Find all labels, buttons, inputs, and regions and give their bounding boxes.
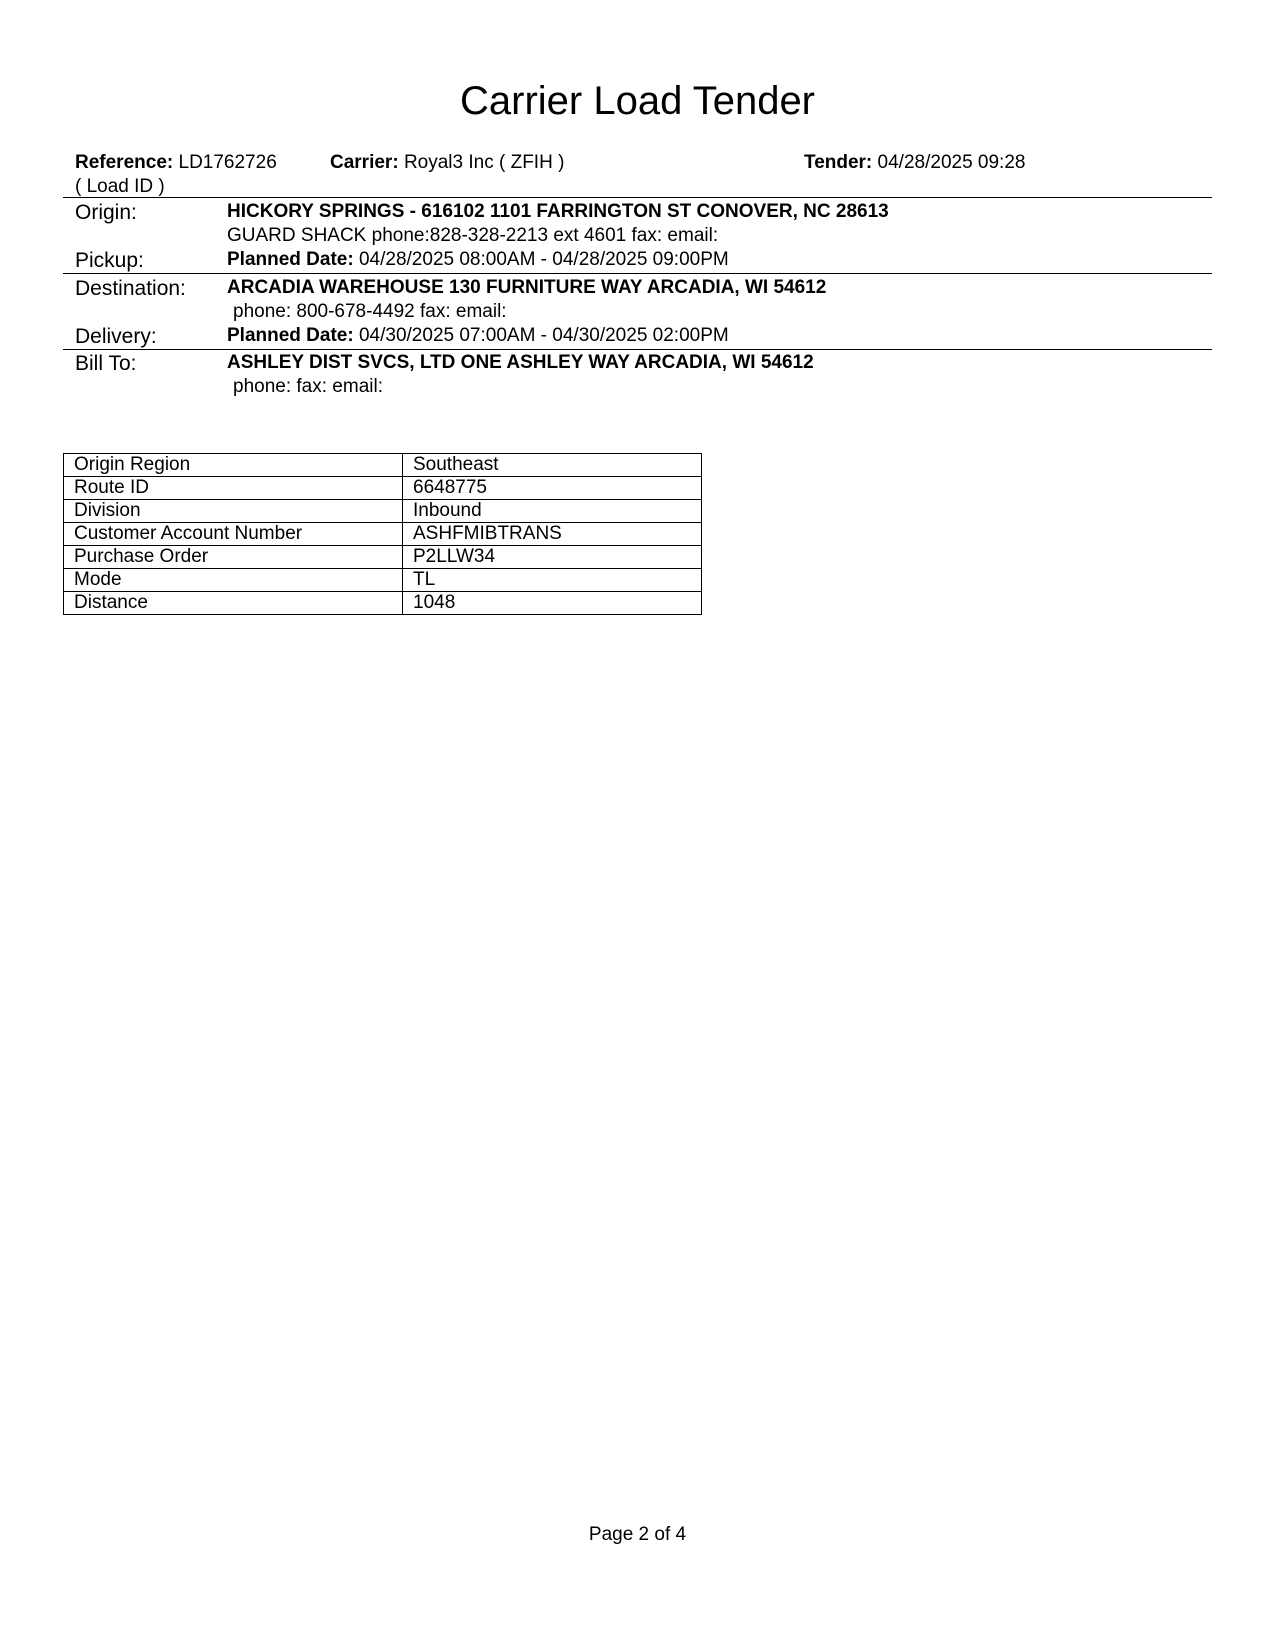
reference-label: Reference: bbox=[75, 152, 174, 173]
table-key-cell: Customer Account Number bbox=[64, 523, 403, 546]
document-title: Carrier Load Tender bbox=[459, 79, 816, 123]
carrier-value: Royal3 Inc ( ZFIH ) bbox=[403, 152, 565, 173]
pickup-planned-value: 04/28/2025 08:00AM - 04/28/2025 09:00PM bbox=[358, 249, 729, 270]
reference-value: LD1762726 bbox=[178, 152, 277, 173]
reference-field bbox=[75, 152, 277, 174]
bill-to-contact: phone: fax: email: bbox=[233, 376, 383, 397]
table-row bbox=[64, 500, 702, 523]
delivery-label: Delivery: bbox=[75, 325, 157, 348]
tender-label: Tender: bbox=[804, 152, 873, 173]
pickup-planned-date bbox=[227, 249, 729, 271]
carrier-field bbox=[330, 152, 564, 174]
table-row bbox=[64, 523, 702, 546]
destination-label: Destination: bbox=[75, 277, 186, 300]
table-row bbox=[64, 454, 702, 477]
tender-field bbox=[804, 152, 1025, 174]
carrier-label: Carrier: bbox=[330, 152, 399, 173]
destination-name-address: ARCADIA WAREHOUSE 130 FURNITURE WAY ARCADIA, WI 54612 bbox=[227, 277, 827, 298]
pickup-planned-label: Planned Date: bbox=[227, 249, 354, 270]
table-row bbox=[64, 569, 702, 592]
table-value-cell: Southeast bbox=[403, 454, 702, 477]
table-key-cell: Origin Region bbox=[64, 454, 403, 477]
origin-name-address: HICKORY SPRINGS - 616102 1101 FARRINGTON ST CONOVER, NC 28613 bbox=[227, 201, 889, 222]
table-key-cell: Purchase Order bbox=[64, 546, 403, 569]
divider bbox=[63, 349, 1212, 350]
divider bbox=[63, 197, 1212, 198]
load-id-note: ( Load ID ) bbox=[75, 176, 165, 197]
table-key-cell: Route ID bbox=[64, 477, 403, 500]
origin-label: Origin: bbox=[75, 201, 137, 224]
table-key-cell: Mode bbox=[64, 569, 403, 592]
table-value-cell: TL bbox=[403, 569, 702, 592]
delivery-planned-value: 04/30/2025 07:00AM - 04/30/2025 02:00PM bbox=[358, 325, 729, 346]
table-key-cell: Distance bbox=[64, 592, 403, 615]
page-number: Page 2 of 4 bbox=[588, 1524, 687, 1545]
tender-value: 04/28/2025 09:28 bbox=[877, 152, 1026, 173]
origin-contact: GUARD SHACK phone:828-328-2213 ext 4601 fax: email: bbox=[227, 225, 719, 246]
table-key-cell: Division bbox=[64, 500, 403, 523]
table-row bbox=[64, 592, 702, 615]
table-value-cell: Inbound bbox=[403, 500, 702, 523]
table-row bbox=[64, 546, 702, 569]
pickup-label: Pickup: bbox=[75, 249, 144, 272]
bill-to-name-address: ASHLEY DIST SVCS, LTD ONE ASHLEY WAY ARCADIA, WI 54612 bbox=[227, 352, 814, 373]
divider bbox=[63, 273, 1212, 274]
table-value-cell: 1048 bbox=[403, 592, 702, 615]
table-row bbox=[64, 477, 702, 500]
table-value-cell: ASHFMIBTRANS bbox=[403, 523, 702, 546]
bill-to-label: Bill To: bbox=[75, 352, 137, 375]
destination-contact: phone: 800-678-4492 fax: email: bbox=[233, 301, 507, 322]
delivery-planned-date bbox=[227, 325, 729, 347]
delivery-planned-label: Planned Date: bbox=[227, 325, 354, 346]
table-value-cell: P2LLW34 bbox=[403, 546, 702, 569]
table-value-cell: 6648775 bbox=[403, 477, 702, 500]
load-details-table bbox=[63, 453, 702, 615]
